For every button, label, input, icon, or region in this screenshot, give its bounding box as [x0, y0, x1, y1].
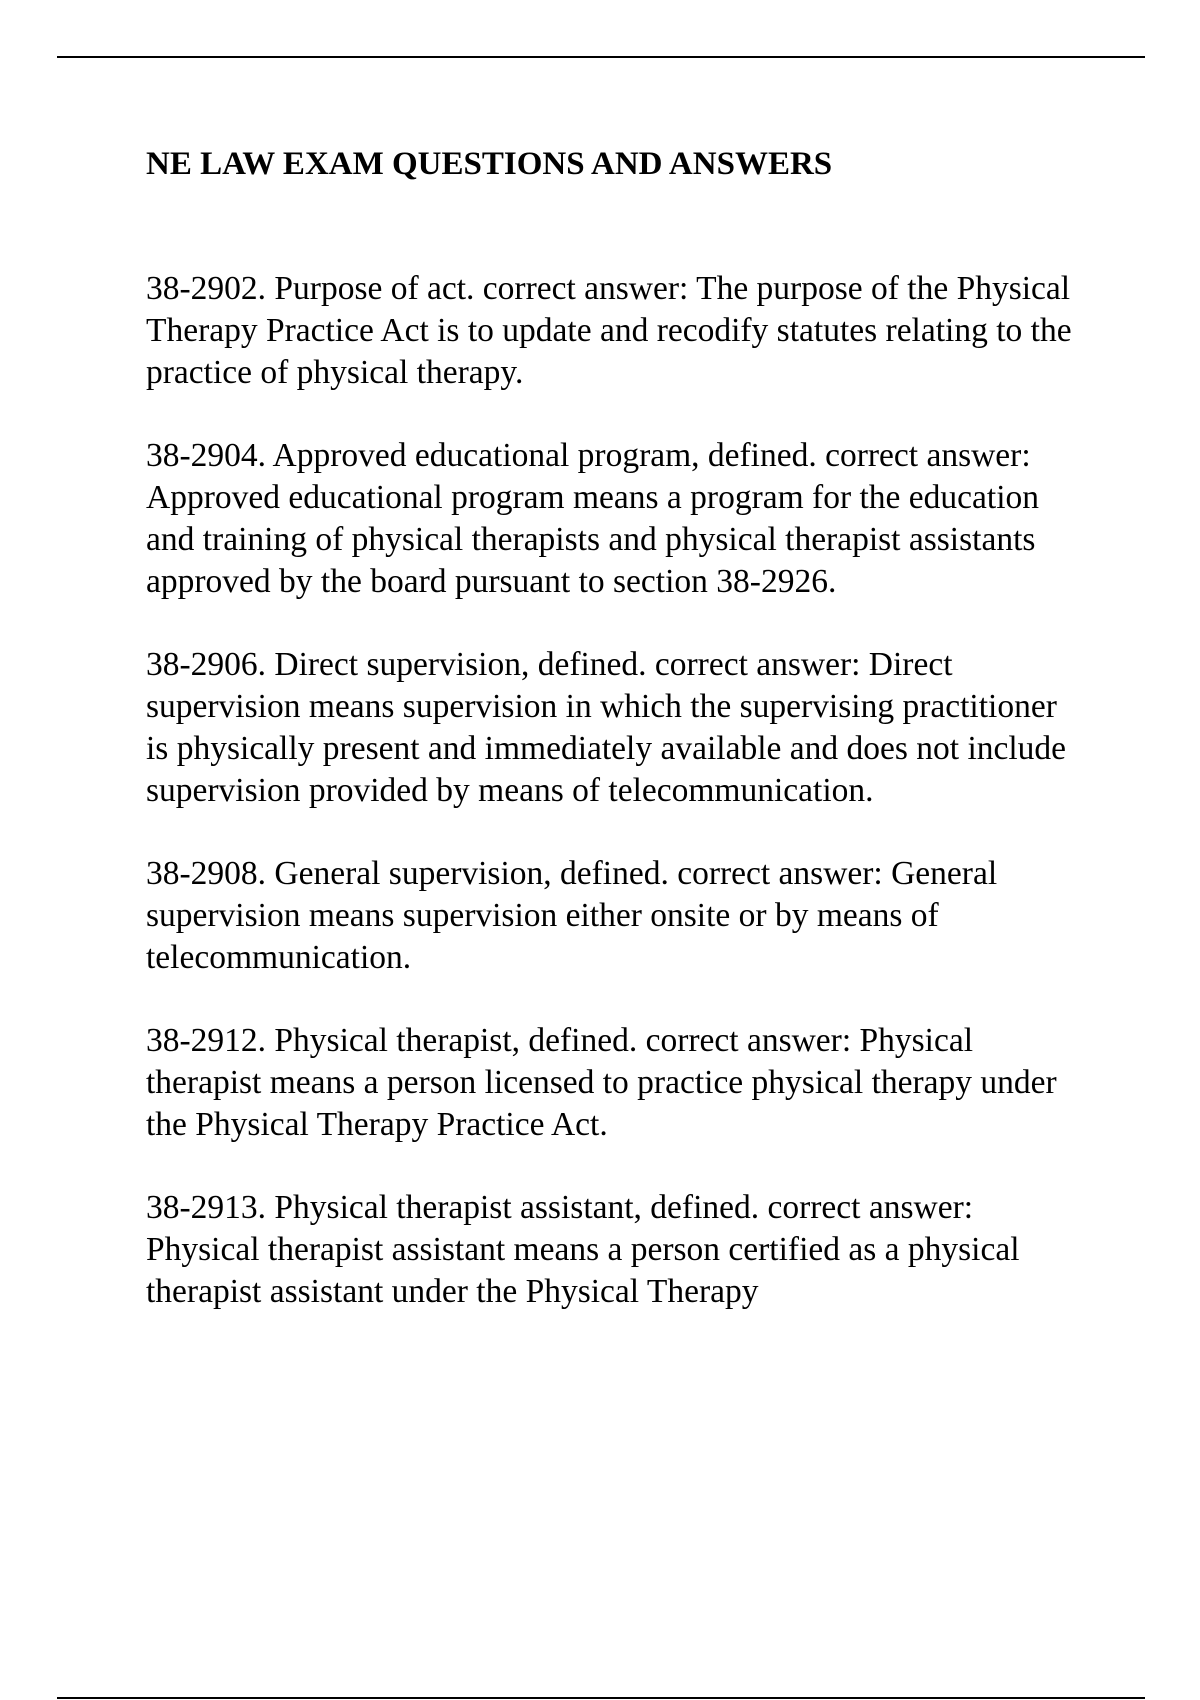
- footer-rule: [57, 1697, 1145, 1699]
- qa-entry-38-2902: 38-2902. Purpose of act. correct answer: The purpose of the Physical Therapy Practice Act is to update and recodify statutes relating to the practice of physical therapy.: [146, 270, 1072, 391]
- header-rule: [57, 56, 1145, 58]
- qa-entry-38-2904: 38-2904. Approved educational program, defined. correct answer: Approved educational program means a program for the education and training of physical therapists and physical therapist assistants approved by the board pursuant to section 38-2926.: [146, 437, 1040, 600]
- qa-entry-38-2906: 38-2906. Direct supervision, defined. correct answer: Direct supervision means supervision in which the supervising practitioner is physically present and immediately available and does not include supervision provided by means of telecommunication.: [146, 646, 1067, 809]
- document-body: [146, 142, 1086, 1354]
- page-title: NE LAW EXAM QUESTIONS AND ANSWERS: [146, 146, 833, 182]
- qa-entry-38-2913: 38-2913. Physical therapist assistant, defined. correct answer: Physical therapist assistant means a person certified as a physical therapist assistant under the Physical Therapy: [146, 1189, 1020, 1310]
- qa-entry-38-2908: 38-2908. General supervision, defined. correct answer: General supervision means supervision either onsite or by means of telecommunication.: [146, 855, 998, 976]
- qa-entry-38-2912: 38-2912. Physical therapist, defined. correct answer: Physical therapist means a person licensed to practice physical therapy under the Physical Therapy Practice Act.: [146, 1022, 1057, 1143]
